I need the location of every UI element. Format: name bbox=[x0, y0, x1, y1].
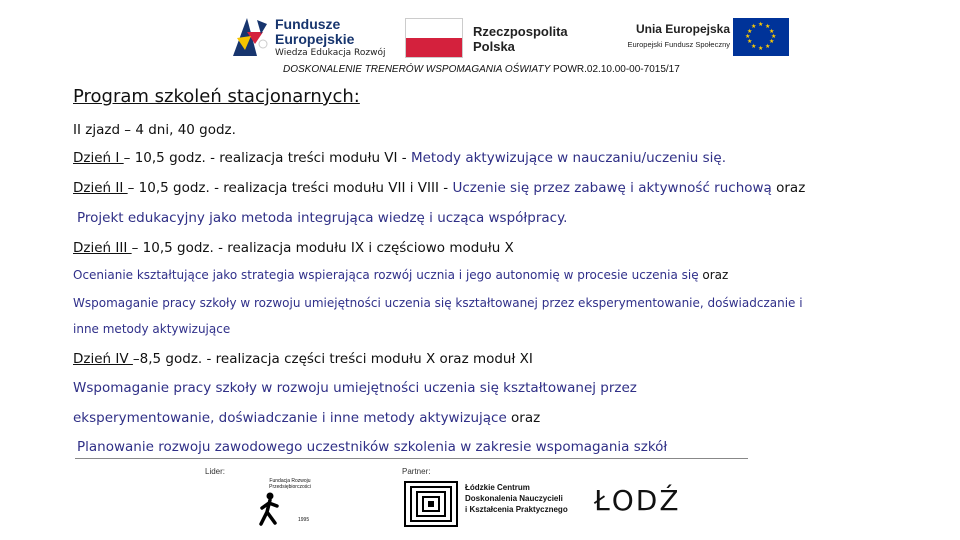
day2-line2: Projekt edukacyjny jako metoda integrująca wiedzę i ucząca współpracy. bbox=[77, 210, 568, 226]
fe-line2: Europejskie bbox=[275, 31, 355, 47]
page-title: Program szkoleń stacjonarnych: bbox=[73, 86, 360, 107]
day4-tail: oraz bbox=[506, 410, 541, 426]
fe-line1: Fundusze bbox=[275, 16, 341, 32]
fundusze-europejskie-icon bbox=[233, 14, 271, 56]
partner-label: Partner: bbox=[402, 467, 431, 476]
day3-tail: oraz bbox=[698, 268, 729, 282]
lider-name-1: Fundacja Rozwoju bbox=[269, 478, 311, 484]
day4-line4: Planowanie rozwoju zawodowego uczestników szkolenia w zakresie wspomagania szkół bbox=[77, 439, 668, 455]
day2-topic: Uczenie się przez zabawę i aktywność ruchową bbox=[452, 180, 772, 196]
lodz-centre-text bbox=[465, 482, 568, 515]
lider-logo bbox=[254, 478, 326, 528]
day3-line bbox=[73, 240, 514, 256]
lodz-line2: Doskonalenia Nauczycieli bbox=[465, 494, 563, 503]
day1-topic: Metody aktywizujące w nauczaniu/uczeniu się. bbox=[410, 150, 726, 166]
project-name: DOSKONALENIE TRENERÓW WSPOMAGANIA OŚWIATY bbox=[283, 64, 551, 75]
lider-year: 1995 bbox=[298, 517, 310, 523]
lider-label: Lider: bbox=[205, 467, 226, 476]
day2-label: Dzień II bbox=[73, 180, 128, 196]
day3-line3: Wspomaganie pracy szkoły w rozwoju umiejętności uczenia się kształtowanej przez eksperymentowanie, doświadczanie i bbox=[73, 296, 803, 310]
day4-line2: Wspomaganie pracy szkoły w rozwoju umiejętności uczenia się kształtowanej przez bbox=[73, 380, 637, 396]
footer-divider bbox=[75, 458, 748, 459]
day3-line4: inne metody aktywizujące bbox=[73, 322, 231, 336]
day2-tail: oraz bbox=[771, 180, 806, 196]
day1-text: – 10,5 godz. - realizacja treści modułu VI - bbox=[123, 150, 411, 166]
rp-line2: Polska bbox=[473, 39, 515, 54]
rp-line1: Rzeczpospolita bbox=[473, 24, 568, 39]
fundusze-europejskie-logo bbox=[233, 14, 386, 58]
rzeczpospolita-logo bbox=[473, 24, 568, 54]
day4-label: Dzień IV bbox=[73, 351, 133, 367]
day1-label: Dzień I bbox=[73, 150, 124, 166]
project-line bbox=[283, 64, 680, 75]
lider-name-2: Przedsiębiorczości bbox=[269, 484, 311, 490]
day4-line bbox=[73, 351, 533, 367]
lodz-line1: Łódzkie Centrum bbox=[465, 483, 530, 492]
day4-line3 bbox=[73, 410, 540, 426]
polish-flag bbox=[405, 18, 463, 58]
unia-europejska-logo bbox=[600, 22, 730, 49]
day2-text: – 10,5 godz. - realizacja treści modułu VII i VIII - bbox=[127, 180, 453, 196]
day3-label: Dzień III bbox=[73, 240, 132, 256]
fe-sub: Wiedza Edukacja Rozwój bbox=[275, 48, 386, 58]
day3-line2 bbox=[73, 268, 728, 282]
project-code: POWR.02.10.00-00-7015/17 bbox=[550, 64, 680, 75]
day4-text: –8,5 godz. - realizacja części treści modułu X oraz moduł XI bbox=[132, 351, 533, 367]
lodz-city-logo: ŁODŹ bbox=[594, 484, 681, 517]
ue-title: Unia Europejska bbox=[635, 22, 730, 36]
day3-topic: Ocenianie kształtujące jako strategia wspierająca rozwój ucznia i jego autonomię w procesie uczenia się bbox=[73, 268, 699, 282]
ue-sub: Europejski Fundusz Społeczny bbox=[627, 40, 730, 49]
day4-topic: eksperymentowanie, doświadczanie i inne metody aktywizujące bbox=[73, 410, 507, 426]
day1-line bbox=[73, 150, 726, 166]
zjazd-info: II zjazd – 4 dni, 40 godz. bbox=[73, 122, 236, 138]
lodz-line3: i Kształcenia Praktycznego bbox=[465, 505, 568, 514]
day3-text: – 10,5 godz. - realizacja modułu IX i częściowo modułu X bbox=[131, 240, 514, 256]
day2-line bbox=[73, 180, 805, 196]
ldn-square-logo bbox=[404, 481, 458, 527]
runner-icon bbox=[258, 492, 280, 526]
eu-flag-icon: ★ ★ ★ ★ ★ ★ ★ ★ ★ ★ ★ ★ bbox=[733, 18, 789, 56]
